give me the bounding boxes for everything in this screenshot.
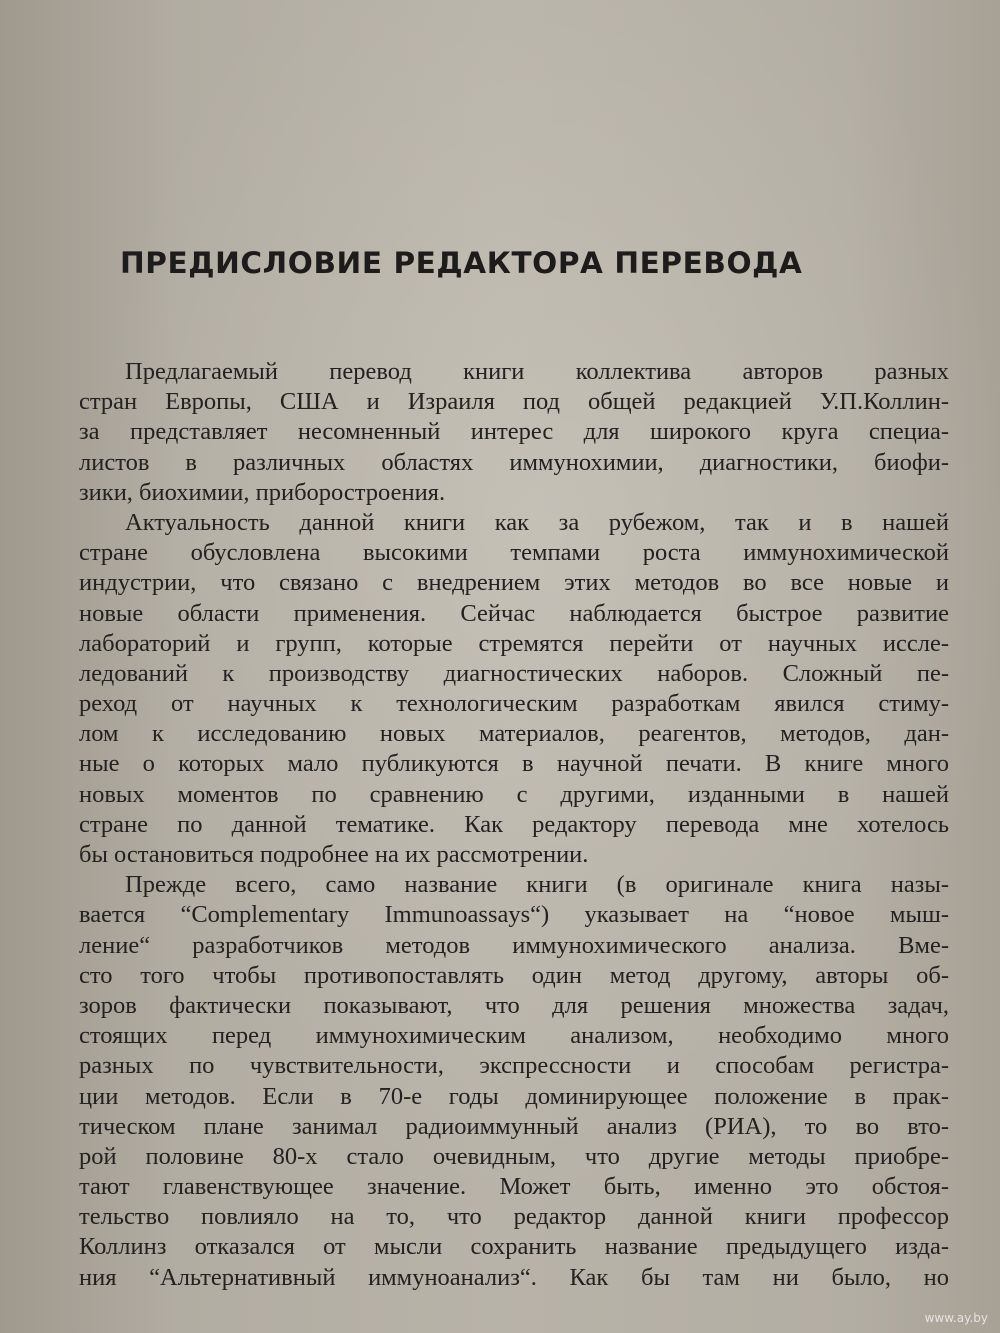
text-line: листов в различных областях иммунохимии, диагностики, биофи- (79, 448, 949, 476)
text-line: Предлагаемый перевод книги коллектива авторов разных (125, 358, 949, 385)
paragraph-3 (79, 870, 949, 1293)
paragraph-1 (79, 357, 949, 508)
text-line: лом к исследованию новых материалов, реагентов, методов, дан- (79, 720, 949, 748)
text-line: ные о которых мало публикуются в научной печати. В книге много (79, 750, 949, 778)
text-line: ление“ разработчиков методов иммунохимического анализа. Вме- (79, 931, 949, 959)
text-line: реход от научных к технологическим разработкам явился стиму- (79, 690, 949, 718)
text-line: ледований к производству диагностических наборов. Сложный пе- (79, 659, 949, 687)
text-line: зоров фактически показывают, что для решения множества задач, (79, 991, 949, 1019)
text-line: зики, биохимии, приборостроения. (79, 478, 446, 506)
text-line: бы остановиться подробнее на их рассмотрении. (79, 841, 589, 868)
text-line: стране по данной тематике. Как редактору перевода мне хотелось (79, 810, 949, 838)
text-line: ния “Альтернативный иммуноанализ“. Как бы там ни было, но (79, 1263, 949, 1291)
body-text (79, 357, 949, 1293)
text-line: разных по чувствительности, экспрессности и способам регистра- (79, 1052, 949, 1080)
text-line: ции методов. Если в 70-е годы доминирующее положение в прак- (79, 1082, 949, 1110)
paragraph-2 (79, 508, 949, 870)
text-line: Коллинз отказался от мысли сохранить название предыдущего изда- (79, 1233, 949, 1261)
text-line: за представляет несомненный интерес для широкого круга специа- (79, 418, 949, 446)
text-line: стран Европы, США и Израиля под общей редакцией У.П.Коллин- (79, 388, 949, 416)
text-line: тельство повлияло на то, что редактор данной книги профессор (79, 1203, 949, 1231)
text-line: тают главенствующее значение. Может быть, именно это обстоя- (79, 1173, 949, 1201)
text-line: сто того чтобы противопоставлять один метод другому, авторы об- (79, 961, 949, 989)
text-line: рой половине 80-х стало очевидным, что другие методы приобре- (79, 1142, 949, 1170)
text-line: стоящих перед иммунохимическим анализом, необходимо много (79, 1022, 949, 1050)
text-line: Актуальность данной книги как за рубежом, так и в нашей (125, 508, 949, 536)
text-line: вается “Complementary Immunoassays“) указывает на “новое мыш- (79, 901, 949, 929)
page-title: ПРЕДИСЛОВИЕ РЕДАКТОРА ПЕРЕВОДА (120, 246, 803, 280)
text-line: тическом плане занимал радиоиммунный анализ (РИА), то во вто- (79, 1112, 949, 1140)
text-line: новые области применения. Сейчас наблюдается быстрое развитие (79, 599, 949, 627)
text-line: лабораторий и групп, которые стремятся перейти от научных иссле- (79, 629, 949, 657)
text-line: стране обусловлена высокими темпами роста иммунохимической (79, 539, 949, 567)
watermark: www.ay.by (924, 1311, 988, 1325)
text-line: индустрии, что связано с внедрением этих методов во все новые и (79, 569, 949, 597)
text-line: Прежде всего, само название книги (в оригинале книга назы- (125, 871, 949, 899)
text-line: новых моментов по сравнению с другими, изданными в нашей (79, 780, 949, 808)
